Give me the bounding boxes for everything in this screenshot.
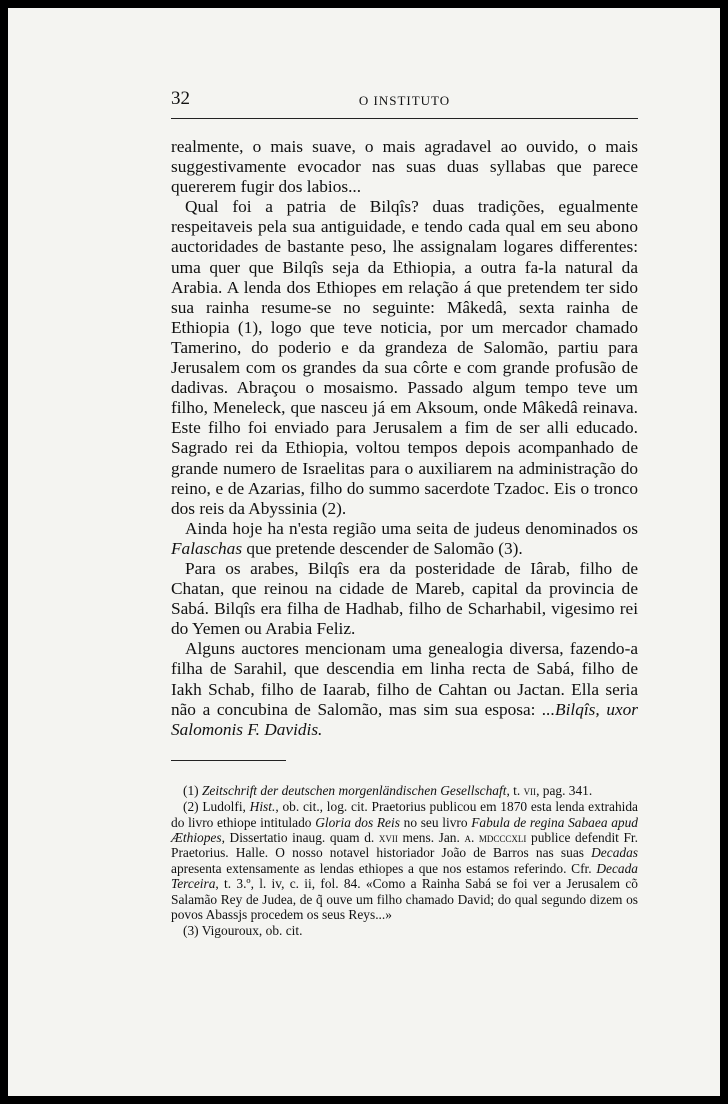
- paragraph-3: Ainda hoje ha n'esta região uma seita de judeus denominados os Falaschas que pretende descender de Salomão (3).: [171, 518, 638, 558]
- footnote-3: (3) Vigouroux, ob. cit.: [183, 923, 303, 939]
- footnote-2: (2) Ludolfi, Hist., ob. cit., log. cit. Praetorius publicou em 1870 esta lenda extrahida do livro ethiope intitulado Gloria dos Reis no seu livro Fabula de regina Sabaea apud Æthiopes, Dissertatio inaug. quam d. xvii mens. Jan. a. mdcccxli publice defendit Fr. Praetorius. Halle. O nosso notavel historiador João de Barros nas suas Decadas apresenta extensamente as lendas ethiopes a que nos estamos referindo. Cfr. Decada Terceira, t. 3.º, l. iv, c. ii, fol. 84. «Como a Rainha Sabá se foi ver a Jerusalem cõ Salamão Rey de Judea, de q̃ ouve um filho chamado David; do qual segundo dizem os povos Abassjs procedem os seus Reys...»: [171, 799, 638, 923]
- body-text: [171, 137, 638, 740]
- page-sheet: [8, 8, 720, 1096]
- page-number: 32: [171, 88, 190, 109]
- footnote-1: (1) Zeitschrift der deutschen morgenländischen Gesellschaft, t. vii, pag. 341.: [183, 782, 593, 798]
- footnotes: [171, 783, 638, 939]
- paragraph-5: Alguns auctores mencionam uma genealogia diversa, fazendo-a filha de Sarahil, que descendia em linha recta de Sabá, filho de Iakh Schab, filho de Iaarab, filho de Cahtan ou Jactan. Ella seria não a concubina de Salomão, mas sim sua esposa: ...Bilqîs, uxor Salomonis F. Davidis.: [171, 639, 639, 739]
- book-page: [171, 88, 638, 940]
- latin-quote: ...Bilqîs, uxor Salomonis F. Davidis.: [171, 699, 639, 739]
- page-header: [171, 88, 638, 119]
- paragraph-4: Para os arabes, Bilqîs era da posteridade de Iârab, filho de Chatan, que reinou na cidade de Mareb, capital da provincia de Sabá. Bilqîs era filha de Hadhab, filho de Scharhabil, vigesimo rei do Yemen ou Arabia Feliz.: [171, 558, 638, 639]
- running-title: O INSTITUTO: [358, 93, 451, 108]
- paragraph-2: Qual foi a patria de Bilqîs? duas tradições, egualmente respeitaveis pela sua antiguidade, e tendo cada qual em seu abono auctoridades de bastante peso, lhe assignalam logares differentes: uma quer que Bilqîs seja da Ethiopia, a outra fa-la natural da Arabia. A lenda dos Ethiopes em relação á que pretendem ter sido sua rainha resume-se no seguinte: Mâkedâ, sexta rainha de Ethiopia (1), logo que teve noticia, por um mercador chamado Tamerino, do poderio e da grandeza de Salomão, partiu para Jerusalem com os grandes da sua côrte e com grande profusão de dadivas. Abraçou o mosaismo. Passado algum tempo teve um filho, Meneleck, que nasceu já em Aksoum, onde Mâkedâ reinava. Este filho foi enviado para Jerusalem a fim de ser alli educado. Sagrado rei da Ethiopia, voltou tempos depois acompanhado de grande numero de Israelitas para o auxiliarem na administração do reino, e de Azarias, filho do summo sacerdote Tzadoc. Eis o tronco dos reis da Abyssinia (2).: [171, 197, 638, 518]
- footnote-divider: [171, 760, 286, 761]
- falaschas-term: Falaschas: [171, 538, 243, 558]
- paragraph-1: realmente, o mais suave, o mais agradavel ao ouvido, o mais suggestivamente evocador nas suas duas syllabas que parece quererem fugir dos labios...: [171, 137, 638, 197]
